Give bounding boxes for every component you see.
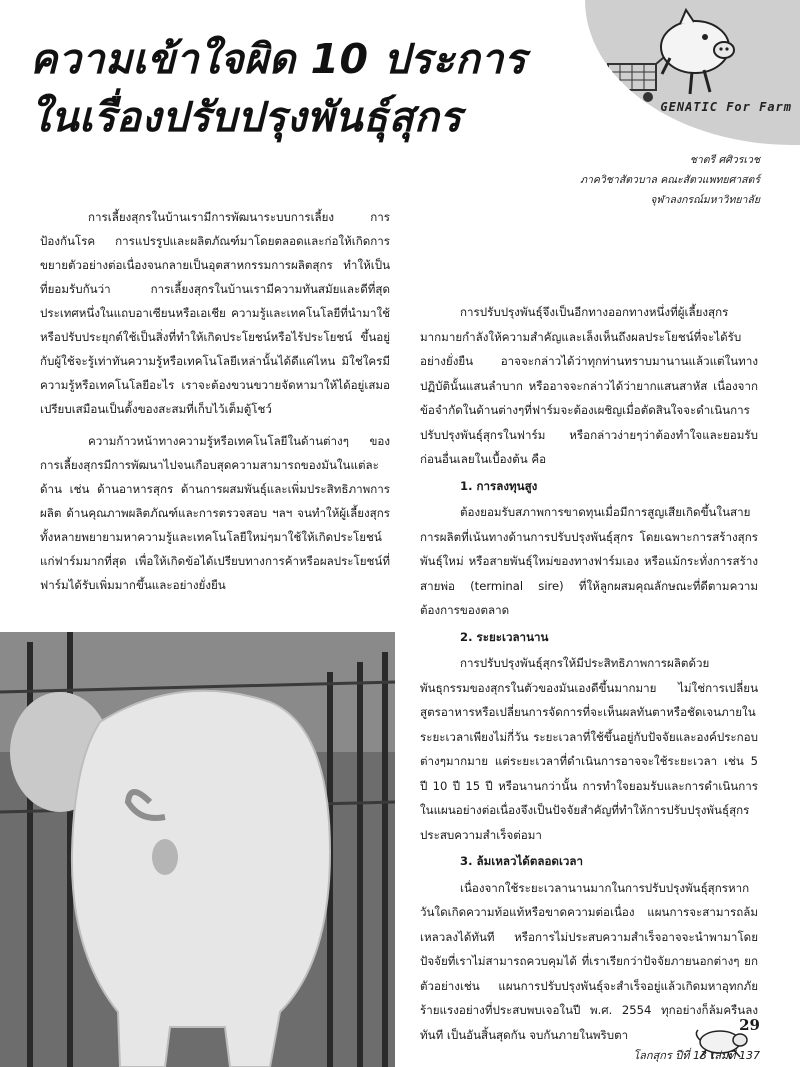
left-column — [40, 205, 390, 605]
author-university: จุฬาลงกรณ์มหาวิทยาลัย — [650, 194, 760, 206]
section-body: เนื่องจากใช้ระยะเวลานานมากในการปรับปรุงพันธุ์สุกรหากวันใดเกิดความท้อแท้หรือขาดความต่อเนื่อง แผนการจะสามารถล้มเหลวลงได้ทันที หรือการไม่ประสบความสำเร็จอาจจะนำพามาโดยปัจจัยที่เราไม่สามารถควบคุมได้ ที่เราเรียกว่าปัจจัยภายนอกต่างๆ ยกตัวอย่างเช่น แผนการปรับปรุงพันธุ์จะสำเร็จอยู่แล้วเกิดมหาอุทกภัยร้ายแรงอย่างที่ประสบพบเจอในปี พ.ศ. 2554 ทุกอย่างก็ล้มครืนลงทันที เป็นอันสิ้นสุดกัน จบกันภายในพริบตา — [420, 880, 758, 1042]
magazine-issue: โลกสุกร ปีที่ 13 เล่มที่ 137 — [633, 1049, 760, 1062]
intro-paragraph: การปรับปรุงพันธุ์จึงเป็นอีกทางออกทางหนึ่งที่ผู้เลี้ยงสุกรมากมายกำลังให้ความสำคัญและเล็งเห็นถึงผลประโยชน์ที่จะได้รับอย่างยั่งยืน อาจจะกล่าวได้ว่าทุกท่านทราบมานานแล้วแต่ในทางปฏิบัตินั้นแสนลำบาก หรืออาจจะกล่าวได้ว่ายากแสนสาหัส เนื่องจาก ข้อจำกัดในด้านต่างๆที่ฟาร์มจะต้องเผชิญเมื่อตัดสินใจจะดำเนินการปรับปรุงพันธุ์สุกรในฟาร์ม หรือกล่าวง่ายๆว่าต้องทำใจและยอมรับก่อนอื่นเลยในเบื้องต้น คือ — [420, 305, 758, 466]
column-tag: GENATIC For Farm — [660, 100, 792, 114]
title-line-1: ความเข้าใจผิด 10 ประการ — [30, 35, 527, 83]
section-body: การปรับปรุงพันธุ์สุกรให้มีประสิทธิภาพการผลิตด้วยพันธุกรรมของสุกรในตัวของมันเองดีขึ้นมากมาย ไม่ใช่การเปลี่ยนสูตรอาหารหรือเปลี่ยนการจัดการที่จะเห็นผลทันตาหรือชัดเจนภายในระยะเวลาเพียงไม่กี่วัน ระยะเวลาที่ใช้ขึ้นอยู่กับปัจจัยและองค์ประกอบต่างๆมากมาย แต่ระยะเวลาที่ดำเนินการอาจจะใช้ระยะเวลา เช่น 5 ปี 10 ปี 15 ปี หรือนานกว่านั้น การทำใจยอมรับและการดำเนินการในแผนอย่างต่อเนื่องจึงเป็นปัจจัยสำคัญที่ทำให้การปรับปรุงพันธุ์สุกรประสบความสำเร็จต่อมา — [420, 656, 758, 842]
author-byline — [580, 150, 760, 210]
pig-in-pen-image — [0, 632, 395, 1067]
section-heading: 3. ล้มเหลวได้ตลอดเวลา — [460, 854, 584, 868]
section-body: ต้องยอมรับสภาพการขาดทุนเมื่อมีการสูญเสียเกิดขึ้นในสายการผลิตที่เน้นทางด้านการปรับปรุงพันธุ์สุกร โดยเฉพาะการสร้างสุกรพันธุ์ใหม่ หรือสายพันธุ์ใหม่ของทางฟาร์มเอง หรือแม้กระทั่งการสร้างสายพ่อ (terminal sire) ที่ให้ลูกผสมคุณลักษณะที่ดีตามความต้องการของตลาด — [420, 505, 758, 617]
pig-shopping-cart-icon — [600, 2, 740, 112]
title-line-2: ในเรื่องปรับปรุงพันธุ์สุกร — [30, 93, 462, 141]
author-name: ชาตรี ศศิวรเวช — [689, 154, 760, 166]
section-heading: 1. การลงทุนสูง — [460, 478, 538, 493]
page-number: 29 — [739, 1016, 760, 1034]
paragraph: ความก้าวหน้าทางความรู้หรือเทคโนโลยีในด้านต่างๆ ของการเลี้ยงสุกรมีการพัฒนาไปจนเกือบสุดความสามารถของมันในแต่ละด้าน เช่น ด้านอาหารสุกร ด้านการผสมพันธุ์และเพิ่มประสิทธิภาพการผลิต ด้านคุณภาพผลิตภัณฑ์และการตรวจสอบ ฯลฯ จนทำให้ผู้เลี้ยงสุกรทั้งหลายพยายามหาความรู้และเทคโนโลยีใหม่ๆมาใช้ให้เกิดประโยชน์แก่ฟาร์มมากที่สุด เพื่อให้เกิดข้อได้เปรียบทางการค้าหรือผลประโยชน์ที่ฟาร์มได้รับเพิ่มมากขึ้นและอย่างยั่งยืน — [40, 434, 390, 592]
right-column — [420, 300, 758, 1047]
section-heading: 2. ระยะเวลานาน — [460, 629, 549, 644]
pig-photo — [0, 632, 395, 1067]
paragraph: การเลี้ยงสุกรในบ้านเรามีการพัฒนาระบบการเลี้ยง การป้องกันโรค การแปรรูปและผลิตภัณฑ์มาโดยตลอดและก่อให้เกิดการขยายตัวอย่างต่อเนื่องจนกลายเป็นอุตสาหกรรมการผลิตสุกร ทำให้เป็นที่ยอมรับกันว่า การเลี้ยงสุกรในบ้านเรามีความทันสมัยและดีที่สุดประเทศหนึ่งในแถบอาเซียนหรือเอเชีย ความรู้และเทคโนโลยีที่นำมาใช้หรือปรับประยุกต์ใช้เป็นสิ่งที่ทำให้เกิดประโยชน์หรือไร้ประโยชน์ ขึ้นอยู่กับผู้ใช้จะรู้เท่าทันความรู้หรือเทคโนโลยีเหล่านั้นได้ดีแค่ไหน มิใช่ใครมีความรู้หรือเทคโนโลยีอะไร เราจะต้องขวนขวายจัดหามาให้ได้อยู่เสมอ เปรียบเสมือนเป็นตั้งของสะสมที่เก็บไว้เต็มตู้โชว์ — [40, 210, 390, 416]
column-badge — [585, 0, 800, 145]
author-department: ภาควิชาสัตวบาล คณะสัตวแพทยศาสตร์ — [580, 174, 760, 186]
article-title — [30, 30, 590, 146]
